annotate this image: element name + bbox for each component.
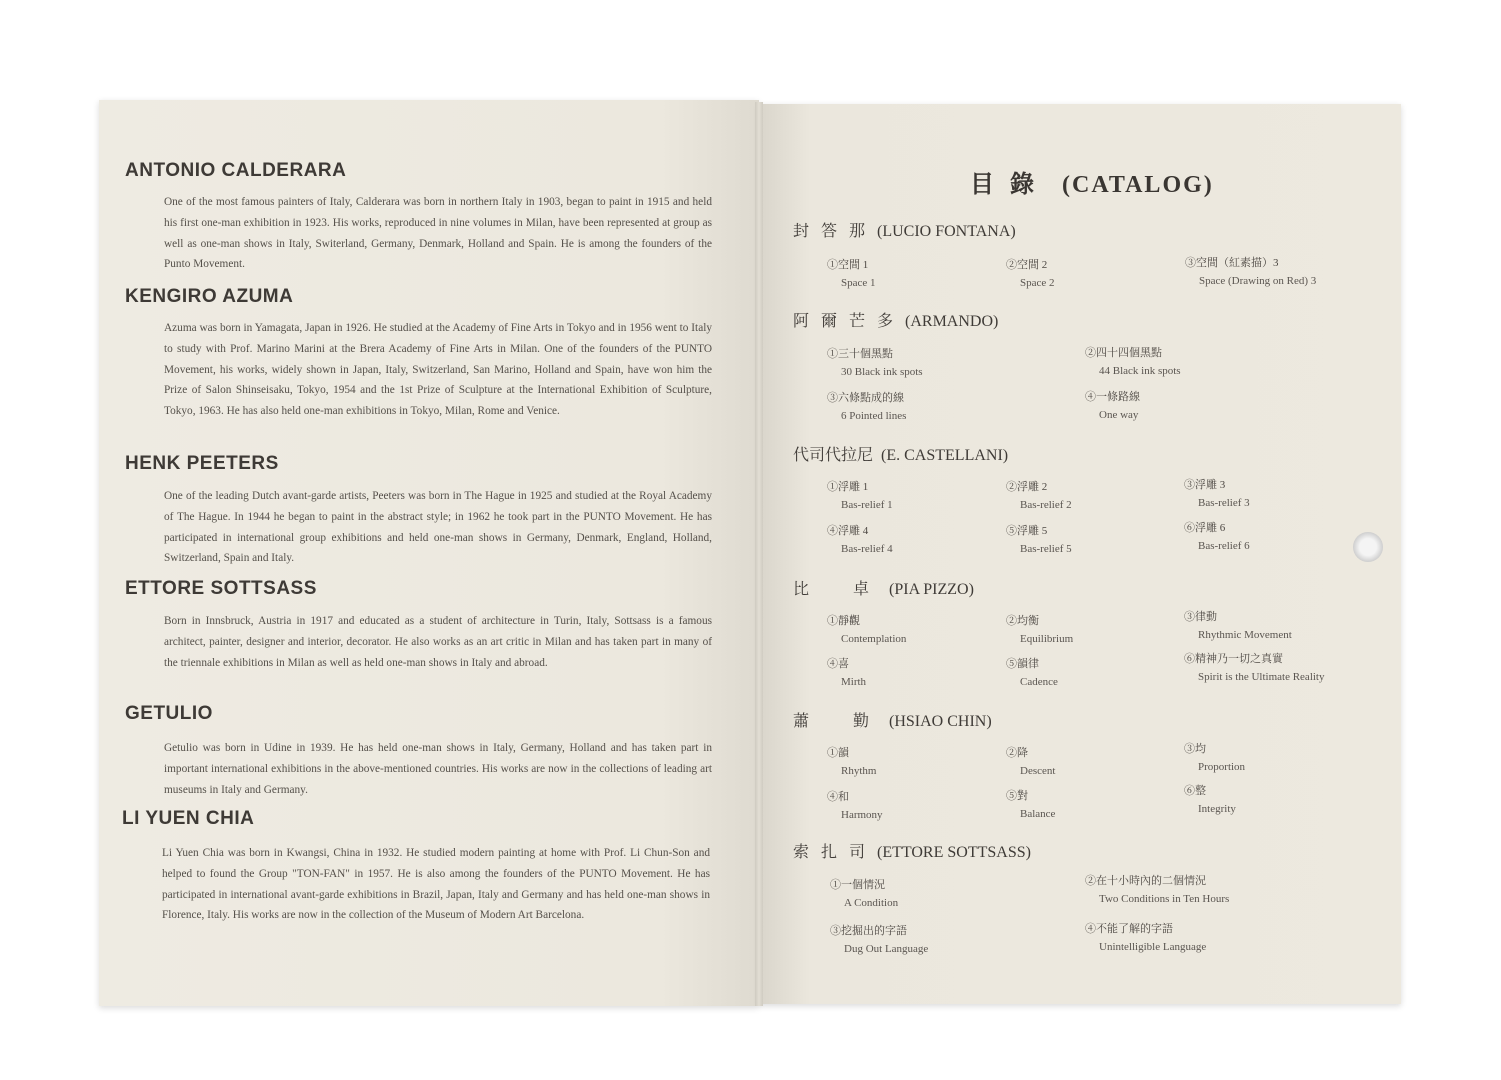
catalog-work: ④喜 Mirth xyxy=(827,658,867,688)
catalog-artist-hsiao-chin xyxy=(793,708,992,731)
artist-name-en: (E. CASTELLANI) xyxy=(881,447,1009,464)
bio-text-sottsass: Born in Innsbruck, Austria in 1917 and educated as a student of architecture in Turin, Italy, Sottsass is a famous architect, painter, designer and interior, decorator. He also works as an art critic in Milan and has taken part in many of the triennale exhibitions in Milan as well as held one-man shows in Italy and abroad. xyxy=(164,615,712,669)
catalog-work: ⑥精神乃一切之真實 Spirit is the Ultimate Reality xyxy=(1184,653,1325,683)
catalog-work: ③挖掘出的字語 Dug Out Language xyxy=(830,925,929,955)
catalog-work: ③六條點成的線 6 Pointed lines xyxy=(827,392,907,422)
catalog-work: ②均衡 Equilibrium xyxy=(1006,615,1074,645)
catalog-work: ⑥浮雕 6 Bas-relief 6 xyxy=(1184,522,1250,552)
bio-heading-getulio: GETULIO xyxy=(125,703,213,724)
catalog-work: ⑤浮雕 5 Bas-relief 5 xyxy=(1006,525,1072,555)
bio-text-azuma: Azuma was born in Yamagata, Japan in 1926. He studied at the Academy of Fine Arts in Tokyo and in 1956 went to Italy to study with Prof. Marino Marini at the Brera Academy of Fine Arts in Milan. One of the founders of the PUNTO Movement, his works, widely shown in Japan, Italy, Switzerland, San Marino, Holland and Spain, have won him the Prize of Salon Shinseisaku, Tokyo, 1954 and the 1st Prize of Sculpture at the International Exhibition of Sculpture, Tokyo, 1963. He has also held one-man exhibitions in Tokyo, Milan, Rome and Venice. xyxy=(164,322,712,418)
catalog-work: ③均 Proportion xyxy=(1184,743,1246,773)
bio-heading-sottsass: ETTORE SOTTSASS xyxy=(125,578,317,599)
artist-name-zh: 代司代拉尼 xyxy=(793,447,874,464)
catalog-work: ①浮雕 1 Bas-relief 1 xyxy=(827,481,893,511)
bio-heading-li-yuen-chia: LI YUEN CHIA xyxy=(122,808,255,829)
catalog-work: ①靜觀 Contemplation xyxy=(827,615,907,645)
artist-name-zh: 比 卓 xyxy=(793,581,890,598)
catalog-title-zh: 目錄 xyxy=(970,172,1050,198)
catalog-work: ②浮雕 2 Bas-relief 2 xyxy=(1006,481,1072,511)
catalog-work: ②空間 2 Space 2 xyxy=(1006,259,1055,289)
bio-text-calderara: One of the most famous painters of Italy, Calderara was born in northern Italy in 1903, began to paint in 1915 and held his first one-man exhibition in 1923. His works, reproduced in nine volumes in Milan, have been represented at group as well as one-man shows in Italy, Switerland, Germany, Denmark, Holland and Spain. He is among the founders of the Punto Movement. xyxy=(164,196,712,271)
catalog-work: ④浮雕 4 Bas-relief 4 xyxy=(827,525,893,555)
catalog-artist-pizzo xyxy=(793,576,974,599)
catalog-work: ⑤對 Balance xyxy=(1006,790,1056,820)
bio-text-li-yuen-chia: Li Yuen Chia was born in Kwangsi, China in 1932. He studied modern painting at home with Prof. Li Chun-Son and helped to found the Group "TON-FAN" in 1957. He is also among the founders of the PUNTO Movement. He has participated in international avant-garde exhibitions in Brazil, Japan, Italy and Germany and has held one-man shows in Florence, Italy. His works are now in the collection of the Museum of Modern Art Barcelona. xyxy=(162,847,710,922)
catalog-work: ②在十小時內的二個情況 Two Conditions in Ten Hours xyxy=(1085,875,1230,905)
bio-heading-azuma: KENGIRO AZUMA xyxy=(125,286,294,307)
catalog-work: ④不能了解的字語 Unintelligible Language xyxy=(1085,923,1207,953)
catalog-work: ④一條路線 One way xyxy=(1085,391,1140,421)
bio-heading-peeters: HENK PEETERS xyxy=(125,453,279,474)
artist-name-en: (PIA PIZZO) xyxy=(889,581,974,598)
artist-name-zh: 封答那 xyxy=(793,223,878,240)
catalog-title xyxy=(970,164,1214,199)
catalog-work: ⑥整 Integrity xyxy=(1184,785,1236,815)
catalog-work: ①一個情況 A Condition xyxy=(830,879,899,909)
artist-name-en: (ETTORE SOTTSASS) xyxy=(877,844,1031,861)
catalog-work: ③空間（紅素描）3 Space (Drawing on Red) 3 xyxy=(1185,257,1317,287)
bio-text-getulio: Getulio was born in Udine in 1939. He has held one-man shows in Italy, Germany, Holland and has taken part in important international exhibitions in the above-mentioned countries. His works are now in the collections of leading art museums in Italy and Germany. xyxy=(164,742,712,796)
booklet-spine xyxy=(755,102,763,1006)
catalog-artist-sottsass xyxy=(793,839,1031,862)
bio-heading-calderara: ANTONIO CALDERARA xyxy=(125,160,347,181)
artist-name-zh: 蕭 勤 xyxy=(793,713,890,730)
artist-name-en: (ARMANDO) xyxy=(905,313,999,330)
artist-name-en: (LUCIO FONTANA) xyxy=(877,223,1016,240)
artist-name-zh: 阿爾芒多 xyxy=(793,313,906,330)
catalog-work: ①空間 1 Space 1 xyxy=(827,259,876,289)
catalog-work: ②四十四個黑點 44 Black ink spots xyxy=(1085,347,1181,377)
catalog-work: ②降 Descent xyxy=(1006,747,1056,777)
punch-hole xyxy=(1353,532,1383,562)
catalog-artist-armando xyxy=(793,308,998,331)
catalog-artist-castellani xyxy=(793,442,1008,465)
catalog-title-en: (CATALOG) xyxy=(1062,172,1214,198)
artist-name-zh: 索扎司 xyxy=(793,844,878,861)
catalog-work: ③律動 Rhythmic Movement xyxy=(1184,611,1292,641)
catalog-artist-fontana xyxy=(793,218,1016,241)
catalog-work: ①三十個黑點 30 Black ink spots xyxy=(827,348,923,378)
bio-text-peeters: One of the leading Dutch avant-garde artists, Peeters was born in The Hague in 1925 and studied at the Royal Academy of The Hague. In 1944 he began to paint in the abstract style; in 1962 he took part in the PUNTO Movement. He has participated in international group exhibitions and held one-man shows in Germany, Denmark, England, Holland, Switzerland, Spain and Italy. xyxy=(164,490,712,565)
artist-name-en: (HSIAO CHIN) xyxy=(889,713,992,730)
catalog-work: ①韻 Rhythm xyxy=(827,747,877,777)
catalog-work: ⑤韻律 Cadence xyxy=(1006,658,1058,688)
catalog-work: ④和 Harmony xyxy=(827,791,883,821)
catalog-work: ③浮雕 3 Bas-relief 3 xyxy=(1184,479,1250,509)
